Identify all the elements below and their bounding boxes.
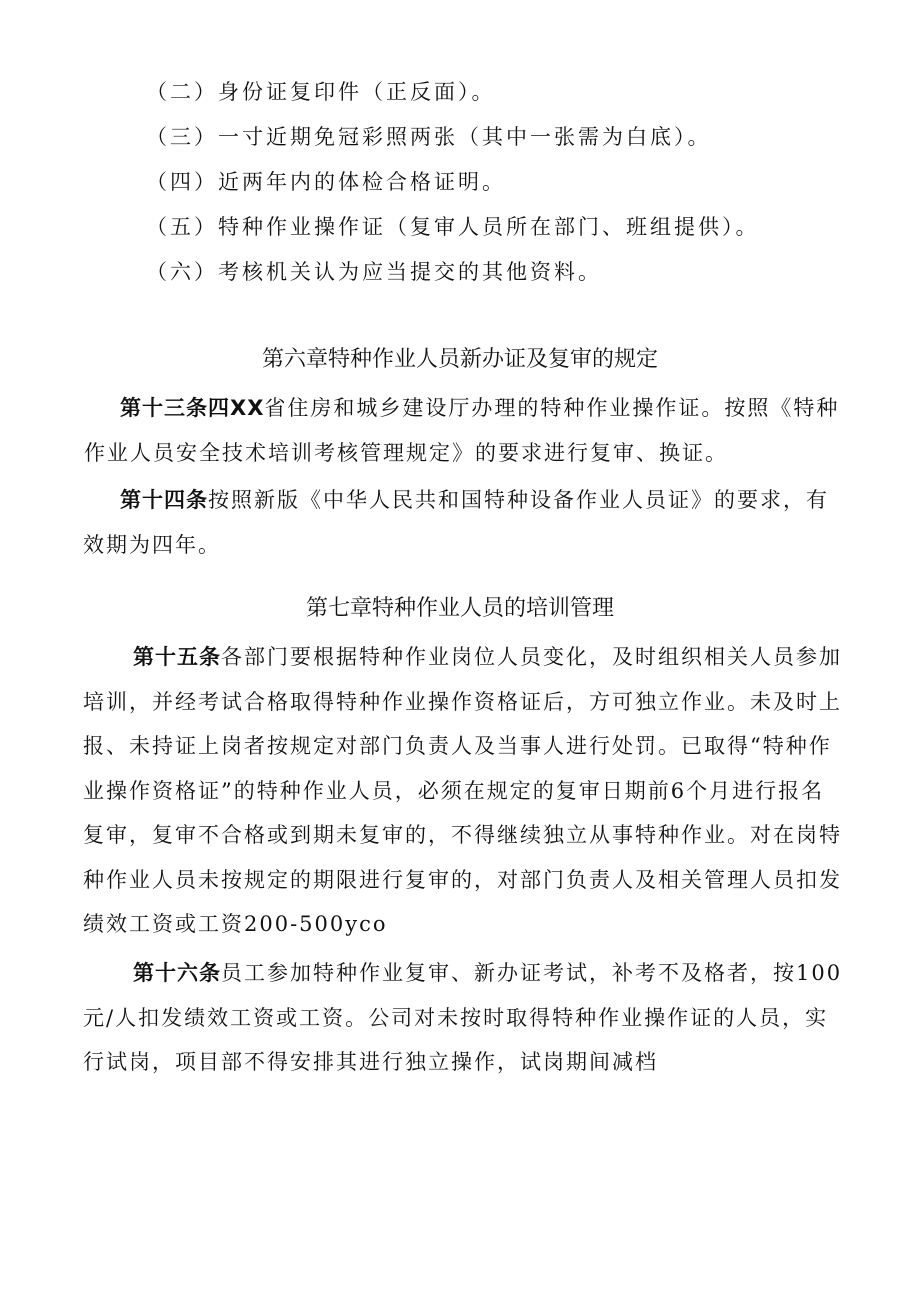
article-16-line-3: 行试岗，项目部不得安排其进行独立操作，试岗期间减档 <box>83 1050 658 1074</box>
article-15 <box>83 635 843 947</box>
article-13 <box>84 386 840 475</box>
article-16-lead: 第十六条 <box>133 961 221 985</box>
article-15-line-6: 种作业人员未按规定的期限进行复审的，对部门负责人及相关管理人员扣发 <box>83 867 842 892</box>
article-14-lead: 第十四条 <box>120 488 208 512</box>
list-item: （二）身份证复印件（正反面）。 <box>146 80 496 104</box>
article-16 <box>83 951 843 1085</box>
article-14 <box>83 478 840 567</box>
list-item: （五）特种作业操作证（复审人员所在部门、班组提供）。 <box>146 215 760 239</box>
article-15-line-4: 业操作资格证”的特种作业人员，必须在规定的复审日期前6个月进行报名 <box>83 778 825 803</box>
chapter-7-heading: 第七章特种作业人员的培训管理 <box>305 596 614 621</box>
article-14-line-1: 第十四条按照新版《中华人民共和国特种设备作业人员证》的要求，有 <box>120 488 829 512</box>
article-15-line-5: 复审，复审不合格或到期未复审的，不得继续独立从事特种作业。对在岗特 <box>83 823 842 847</box>
article-15-line-3: 报、未持证上岗者按规定对部门负责人及当事人进行处罚。已取得“特种作 <box>83 734 832 758</box>
chapter-6-heading: 第六章特种作业人员新办证及复审的规定 <box>261 347 658 372</box>
list-item: （六）考核机关认为应当提交的其他资料。 <box>146 260 602 284</box>
article-13-line-1: 第十三条四XX省住房和城乡建设厅办理的特种作业操作证。按照《特种 <box>120 396 840 420</box>
article-15-line-7: 绩效工资或工资200-500yco <box>83 912 388 936</box>
article-14-line-2: 效期为四年。 <box>83 532 221 557</box>
article-13-lead: 第十三条四XX <box>120 396 265 420</box>
list-item: （四）近两年内的体检合格证明。 <box>146 170 506 194</box>
article-13-line-2: 作业人员安全技术培训考核管理规定》的要求进行复审、换证。 <box>84 440 728 465</box>
list-item: （三）一寸近期免冠彩照两张（其中一张需为白底）。 <box>146 125 712 149</box>
article-15-line-2: 培训，并经考试合格取得特种作业操作资格证后，方可独立作业。未及时上 <box>83 689 842 714</box>
article-15-lead: 第十五条 <box>133 645 221 669</box>
article-15-line-1: 第十五条各部门要根据特种作业岗位人员变化，及时组织相关人员参加 <box>133 645 842 669</box>
article-16-line-1: 第十六条员工参加特种作业复审、新办证考试，补考不及格者，按100 <box>133 961 843 985</box>
article-16-line-2: 元/人扣发绩效工资或工资。公司对未按时取得特种作业操作证的人员，实 <box>83 1005 829 1030</box>
